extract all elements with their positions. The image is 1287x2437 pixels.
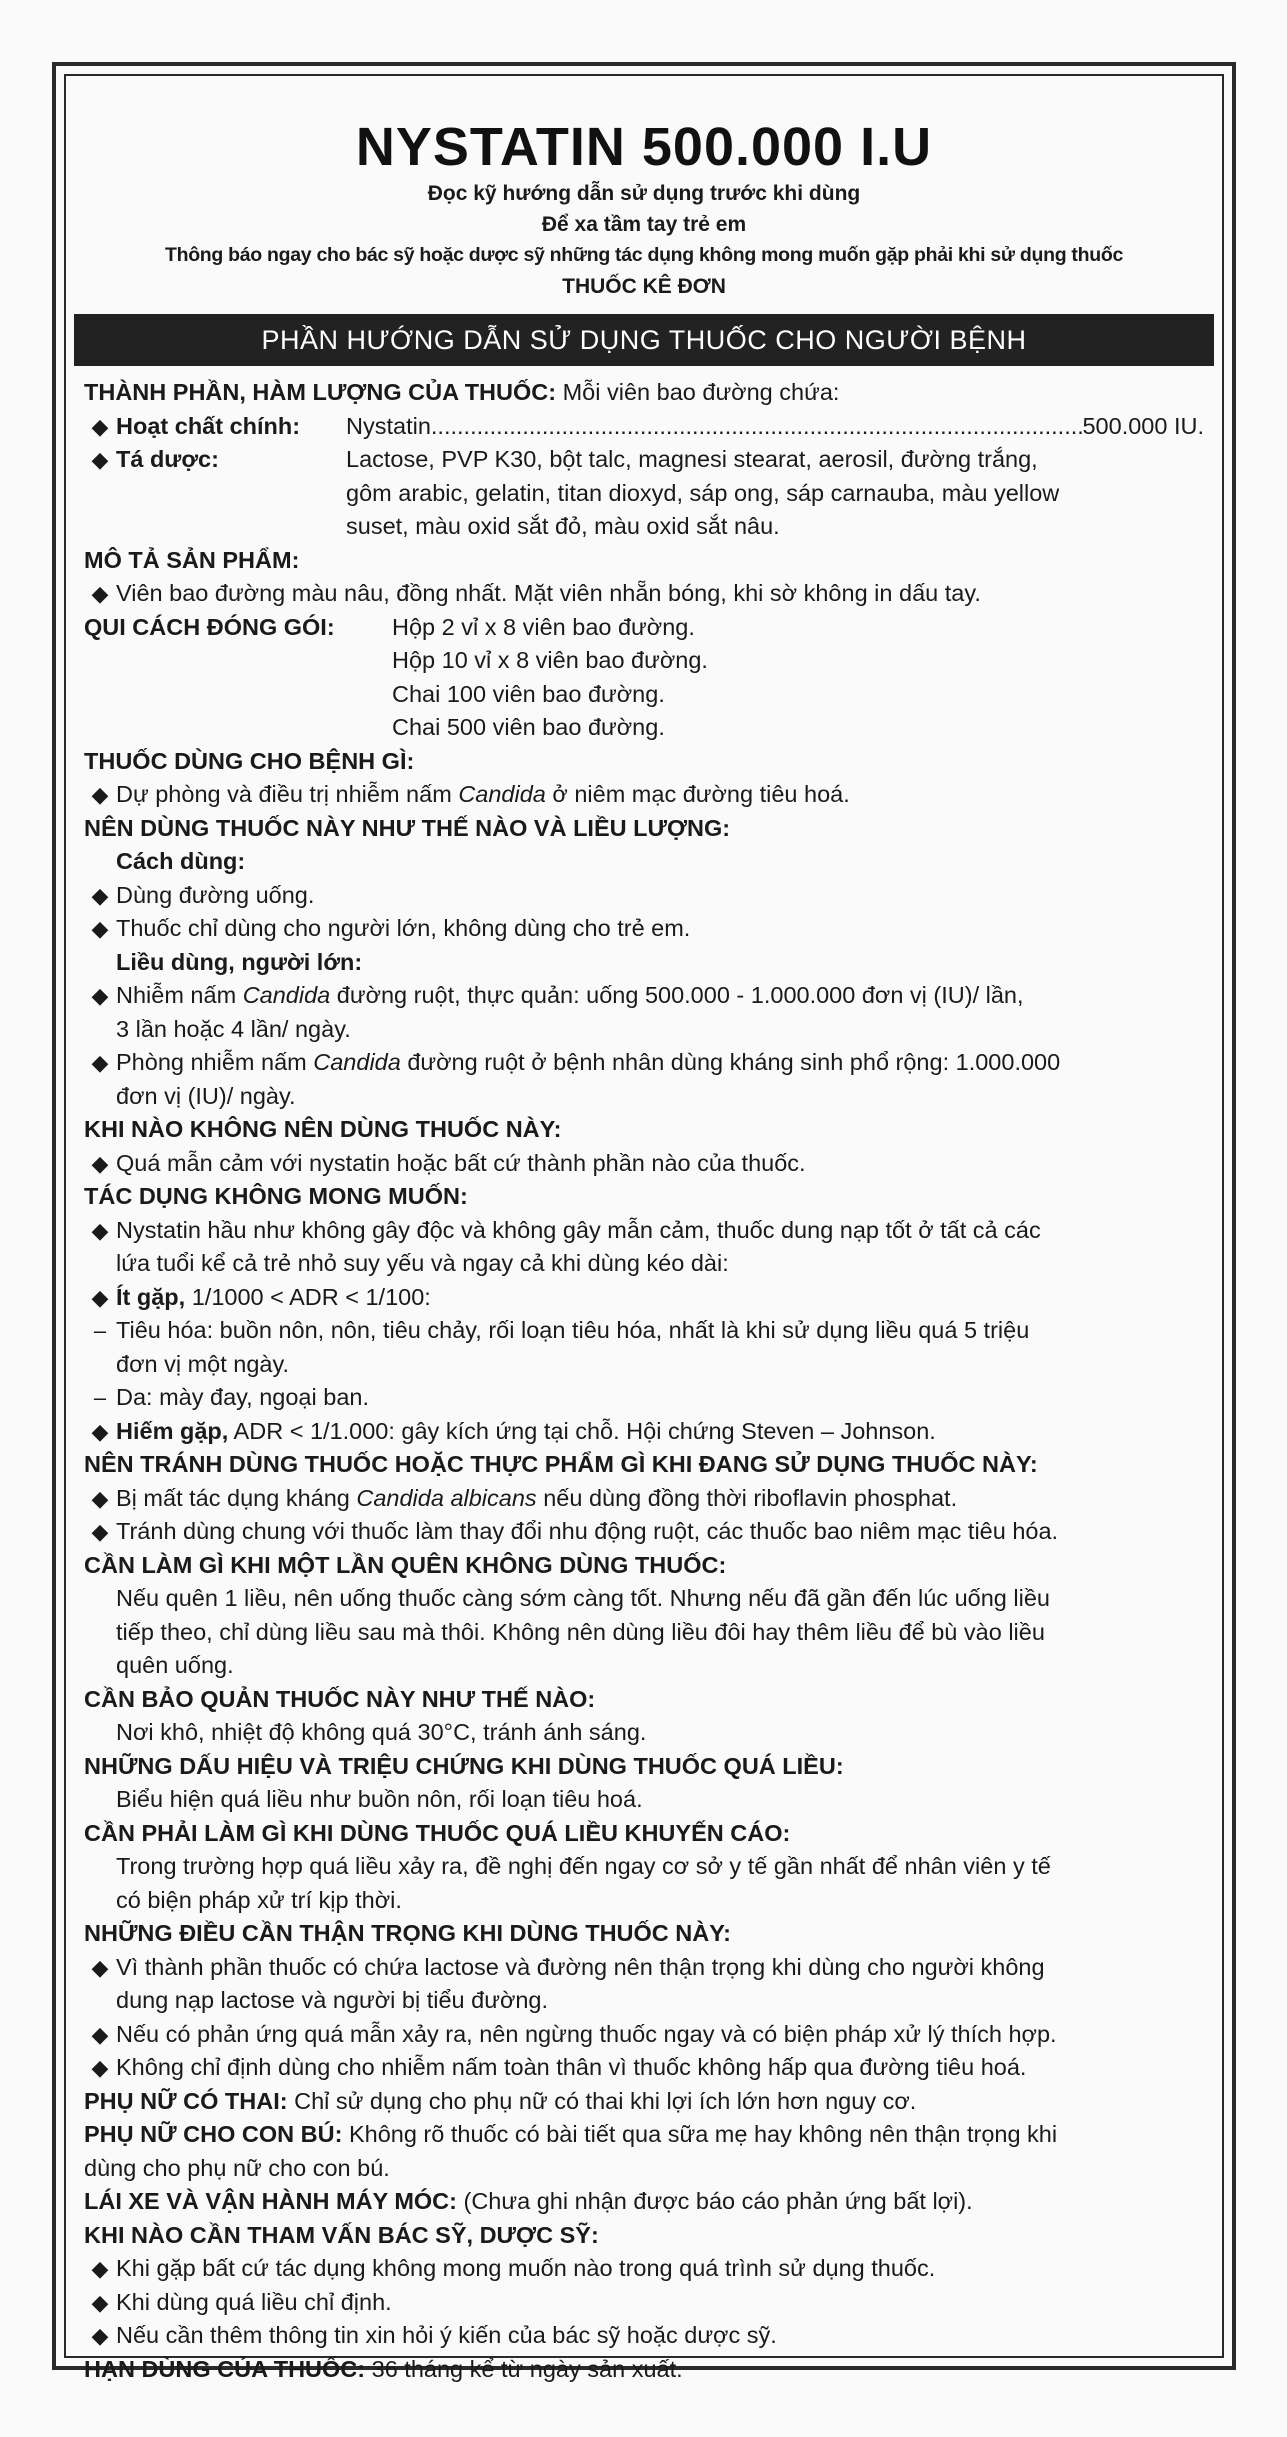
bullet-icon: ◆ xyxy=(91,983,109,1008)
leader-dots xyxy=(431,410,1083,444)
adverse-item: ◆ Hiếm gặp, ADR < 1/1.000: gây kích ứng tại chỗ. Hội chứng Steven – Johnson. xyxy=(84,1415,1204,1449)
read-instructions-note: Đọc kỹ hướng dẫn sử dụng trước khi dùng xyxy=(427,182,861,205)
overdose-signs-text: Biểu hiện quá liều như buồn nôn, rối loạn tiêu hoá. xyxy=(116,1786,643,1812)
interaction-item: ◆ Bị mất tác dụng kháng Candida albicans nếu dùng đồng thời riboflavin phosphat. xyxy=(84,1482,1204,1516)
excipient-label: Tá dược: xyxy=(116,446,219,472)
dash-icon: – xyxy=(93,1318,107,1343)
excipient-row: ◆ Tá dược: Lactose, PVP K30, bột talc, magnesi stearat, aerosil, đường trắng, gôm arabic, gelatin, titan dioxyd, sáp ong, sáp carnauba, màu yellow suset, màu oxid sắt đỏ, màu oxid sắt nâu. xyxy=(84,443,1204,544)
bullet-icon: ◆ xyxy=(91,2021,109,2047)
overdose-signs-heading: NHỮNG DẤU HIỆU VÀ TRIỆU CHỨNG KHI DÙNG THUỐC QUÁ LIỀU: xyxy=(84,1752,844,1779)
consult-item: ◆ Khi gặp bất cứ tác dụng không mong muốn nào trong quá trình sử dụng thuốc. xyxy=(84,2252,1204,2286)
bullet-icon: ◆ xyxy=(91,882,109,908)
adverse-subitem: – Tiêu hóa: buồn nôn, nôn, tiêu chảy, rối loạn tiêu hóa, nhất là khi sử dụng liều quá 5 triệu đơn vị một ngày. xyxy=(84,1314,1204,1381)
storage-heading: CẦN BẢO QUẢN THUỐC NÀY NHƯ THẾ NÀO: xyxy=(84,1685,596,1712)
shelf-life-section: HẠN DÙNG CỦA THUỐC: 36 tháng kể từ ngày sản xuất. xyxy=(84,2355,683,2382)
bullet-icon: ◆ xyxy=(91,782,109,807)
description-heading: MÔ TẢ SẢN PHẨM: xyxy=(84,546,300,573)
packing-line: Hộp 10 vỉ x 8 viên bao đường. xyxy=(392,647,708,673)
bullet-icon: ◆ xyxy=(91,581,109,606)
indication-heading: THUỐC DÙNG CHO BỆNH GÌ: xyxy=(84,747,415,774)
pregnancy-section: PHỤ NỮ CÓ THAI: Chỉ sử dụng cho phụ nữ có thai khi lợi ích lớn hơn nguy cơ. xyxy=(84,2087,917,2114)
bullet-icon: ◆ xyxy=(91,2055,109,2080)
composition-heading: THÀNH PHẦN, HÀM LƯỢNG CỦA THUỐC: Mỗi viên bao đường chứa: xyxy=(84,379,840,405)
lactation-section: PHỤ NỮ CHO CON BÚ: Không rõ thuốc có bài tiết qua sữa mẹ hay không nên thận trọng khi dùng cho phụ nữ cho con bú. xyxy=(84,2121,1058,2181)
packing-row: QUI CÁCH ĐÓNG GÓI: Hộp 2 vỉ x 8 viên bao đường. xyxy=(84,611,1204,645)
overdose-action-heading: CẦN PHẢI LÀM GÌ KHI DÙNG THUỐC QUÁ LIỀU KHUYẾN CÁO: xyxy=(84,1819,791,1846)
active-ingredient-row xyxy=(84,410,1204,444)
indication-item: ◆ Dự phòng và điều trị nhiễm nấm Candida ở niêm mạc đường tiêu hoá. xyxy=(84,778,1204,812)
prescription-note: THUỐC KÊ ĐƠN xyxy=(562,275,726,298)
bullet-icon: ◆ xyxy=(91,413,109,439)
contraindication-heading: KHI NÀO KHÔNG NÊN DÙNG THUỐC NÀY: xyxy=(84,1116,562,1142)
section-banner: PHẦN HƯỚNG DẪN SỬ DỤNG THUỐC CHO NGƯỜI BỆNH xyxy=(74,314,1214,366)
dosage-item: ◆ Phòng nhiễm nấm Candida đường ruột ở bệnh nhân dùng kháng sinh phổ rộng: 1.000.000 đơn vị (IU)/ ngày. xyxy=(84,1046,1204,1113)
storage-text: Nơi khô, nhiệt độ không quá 30°C, tránh ánh sáng. xyxy=(116,1719,647,1745)
bullet-icon: ◆ xyxy=(91,1519,109,1544)
precaution-item: ◆ Vì thành phần thuốc có chứa lactose và đường nên thận trọng khi dùng cho người không dung nạp lactose và người bị tiểu đường. xyxy=(84,1951,1204,2018)
missed-dose-text: Nếu quên 1 liều, nên uống thuốc càng sớm càng tốt. Nhưng nếu đã gần đến lúc uống liều tiếp theo, chỉ dùng liều sau mà thôi. Không nên dùng liều đôi hay thêm liều để bù vào liều quên uống. xyxy=(116,1585,1050,1678)
packing-line: Chai 500 viên bao đường. xyxy=(392,714,665,740)
content-body xyxy=(84,376,1204,2386)
usage-item: ◆ Thuốc chỉ dùng cho người lớn, không dùng cho trẻ em. xyxy=(84,912,1204,946)
bullet-icon: ◆ xyxy=(91,2289,109,2315)
consult-item: ◆ Khi dùng quá liều chỉ định. xyxy=(84,2286,1204,2320)
dosage-heading: Liều dùng, người lớn: xyxy=(116,948,363,975)
missed-dose-heading: CẦN LÀM GÌ KHI MỘT LẦN QUÊN KHÔNG DÙNG THUỐC: xyxy=(84,1551,727,1578)
bullet-icon: ◆ xyxy=(91,1050,109,1075)
leaflet-outer-border xyxy=(52,62,1236,2382)
bullet-icon: ◆ xyxy=(91,1217,109,1243)
consult-heading: KHI NÀO CẦN THAM VẤN BÁC SỸ, DƯỢC SỸ: xyxy=(84,2221,599,2248)
report-side-effects-note: Thông báo ngay cho bác sỹ hoặc dược sỹ những tác dụng không mong muốn gặp phải khi sử dụng thuốc xyxy=(164,244,1124,266)
how-to-use-heading: Cách dùng: xyxy=(116,848,246,874)
description-item: ◆ Viên bao đường màu nâu, đồng nhất. Mặt viên nhẵn bóng, khi sờ không in dấu tay. xyxy=(84,577,1204,611)
usage-heading: NÊN DÙNG THUỐC NÀY NHƯ THẾ NÀO VÀ LIỀU LƯỢNG: xyxy=(84,814,731,841)
precaution-item: ◆ Không chỉ định dùng cho nhiễm nấm toàn thân vì thuốc không hấp qua đường tiêu hoá. xyxy=(84,2051,1204,2085)
adverse-heading: TÁC DỤNG KHÔNG MONG MUỐN: xyxy=(84,1183,468,1209)
bullet-icon: ◆ xyxy=(91,1954,109,1980)
precautions-heading: NHỮNG ĐIỀU CẦN THẬN TRỌNG KHI DÙNG THUỐC NÀY: xyxy=(84,1920,732,1946)
driving-section: LÁI XE VÀ VẬN HÀNH MÁY MÓC: (Chưa ghi nhận được báo cáo phản ứng bất lợi). xyxy=(84,2188,973,2214)
active-name: Nystatin xyxy=(346,412,431,439)
consult-item: ◆ Nếu cần thêm thông tin xin hỏi ý kiến của bác sỹ hoặc dược sỹ. xyxy=(84,2319,1204,2353)
bullet-icon: ◆ xyxy=(91,2256,109,2281)
dash-icon: – xyxy=(93,1385,107,1410)
leaflet-inner-border xyxy=(64,74,1224,2382)
bullet-icon: ◆ xyxy=(91,916,109,941)
dosage-item: ◆ Nhiễm nấm Candida đường ruột, thực quản: uống 500.000 - 1.000.000 đơn vị (IU)/ lần, 3 lần hoặc 4 lần/ ngày. xyxy=(84,979,1204,1046)
product-title: NYSTATIN 500.000 I.U xyxy=(355,117,933,177)
usage-item: ◆ Dùng đường uống. xyxy=(84,879,1204,913)
bullet-icon: ◆ xyxy=(91,1418,109,1444)
packing-line: Chai 100 viên bao đường. xyxy=(392,680,665,707)
bullet-icon: ◆ xyxy=(91,2323,109,2348)
interaction-item: ◆ Tránh dùng chung với thuốc làm thay đổi nhu động ruột, các thuốc bao niêm mạc tiêu hóa. xyxy=(84,1515,1204,1549)
bullet-icon: ◆ xyxy=(91,1284,109,1310)
active-label: Hoạt chất chính: xyxy=(116,412,301,439)
packing-heading: QUI CÁCH ĐÓNG GÓI: xyxy=(84,613,335,640)
precaution-item: ◆ Nếu có phản ứng quá mẫn xảy ra, nên ngừng thuốc ngay và có biện pháp xử lý thích hợp. xyxy=(84,2018,1204,2052)
bullet-icon: ◆ xyxy=(91,1485,109,1511)
adverse-subitem: – Da: mày đay, ngoại ban. xyxy=(84,1381,1204,1415)
keep-away-note: Để xa tầm tay trẻ em xyxy=(541,213,747,236)
bullet-icon: ◆ xyxy=(91,1150,109,1176)
adverse-item: ◆ Ít gặp, 1/1000 < ADR < 1/100: xyxy=(84,1281,1204,1315)
contraindication-item: ◆ Quá mẫn cảm với nystatin hoặc bất cứ thành phần nào của thuốc. xyxy=(84,1147,1204,1181)
active-amount: 500.000 IU. xyxy=(1082,412,1204,439)
overdose-action-text: Trong trường hợp quá liều xảy ra, đề nghị đến ngay cơ sở y tế gần nhất để nhân viên y tế có biện pháp xử trí kịp thời. xyxy=(116,1853,1051,1913)
interactions-heading: NÊN TRÁNH DÙNG THUỐC HOẶC THỰC PHẨM GÌ KHI ĐANG SỬ DỤNG THUỐC NÀY: xyxy=(84,1451,1038,1477)
adverse-item: ◆ Nystatin hầu như không gây độc và không gây mẫn cảm, thuốc dung nạp tốt ở tất cả các lứa tuổi kể cả trẻ nhỏ suy yếu và ngay cả khi dùng kéo dài: xyxy=(84,1214,1204,1281)
bullet-icon: ◆ xyxy=(91,447,109,472)
